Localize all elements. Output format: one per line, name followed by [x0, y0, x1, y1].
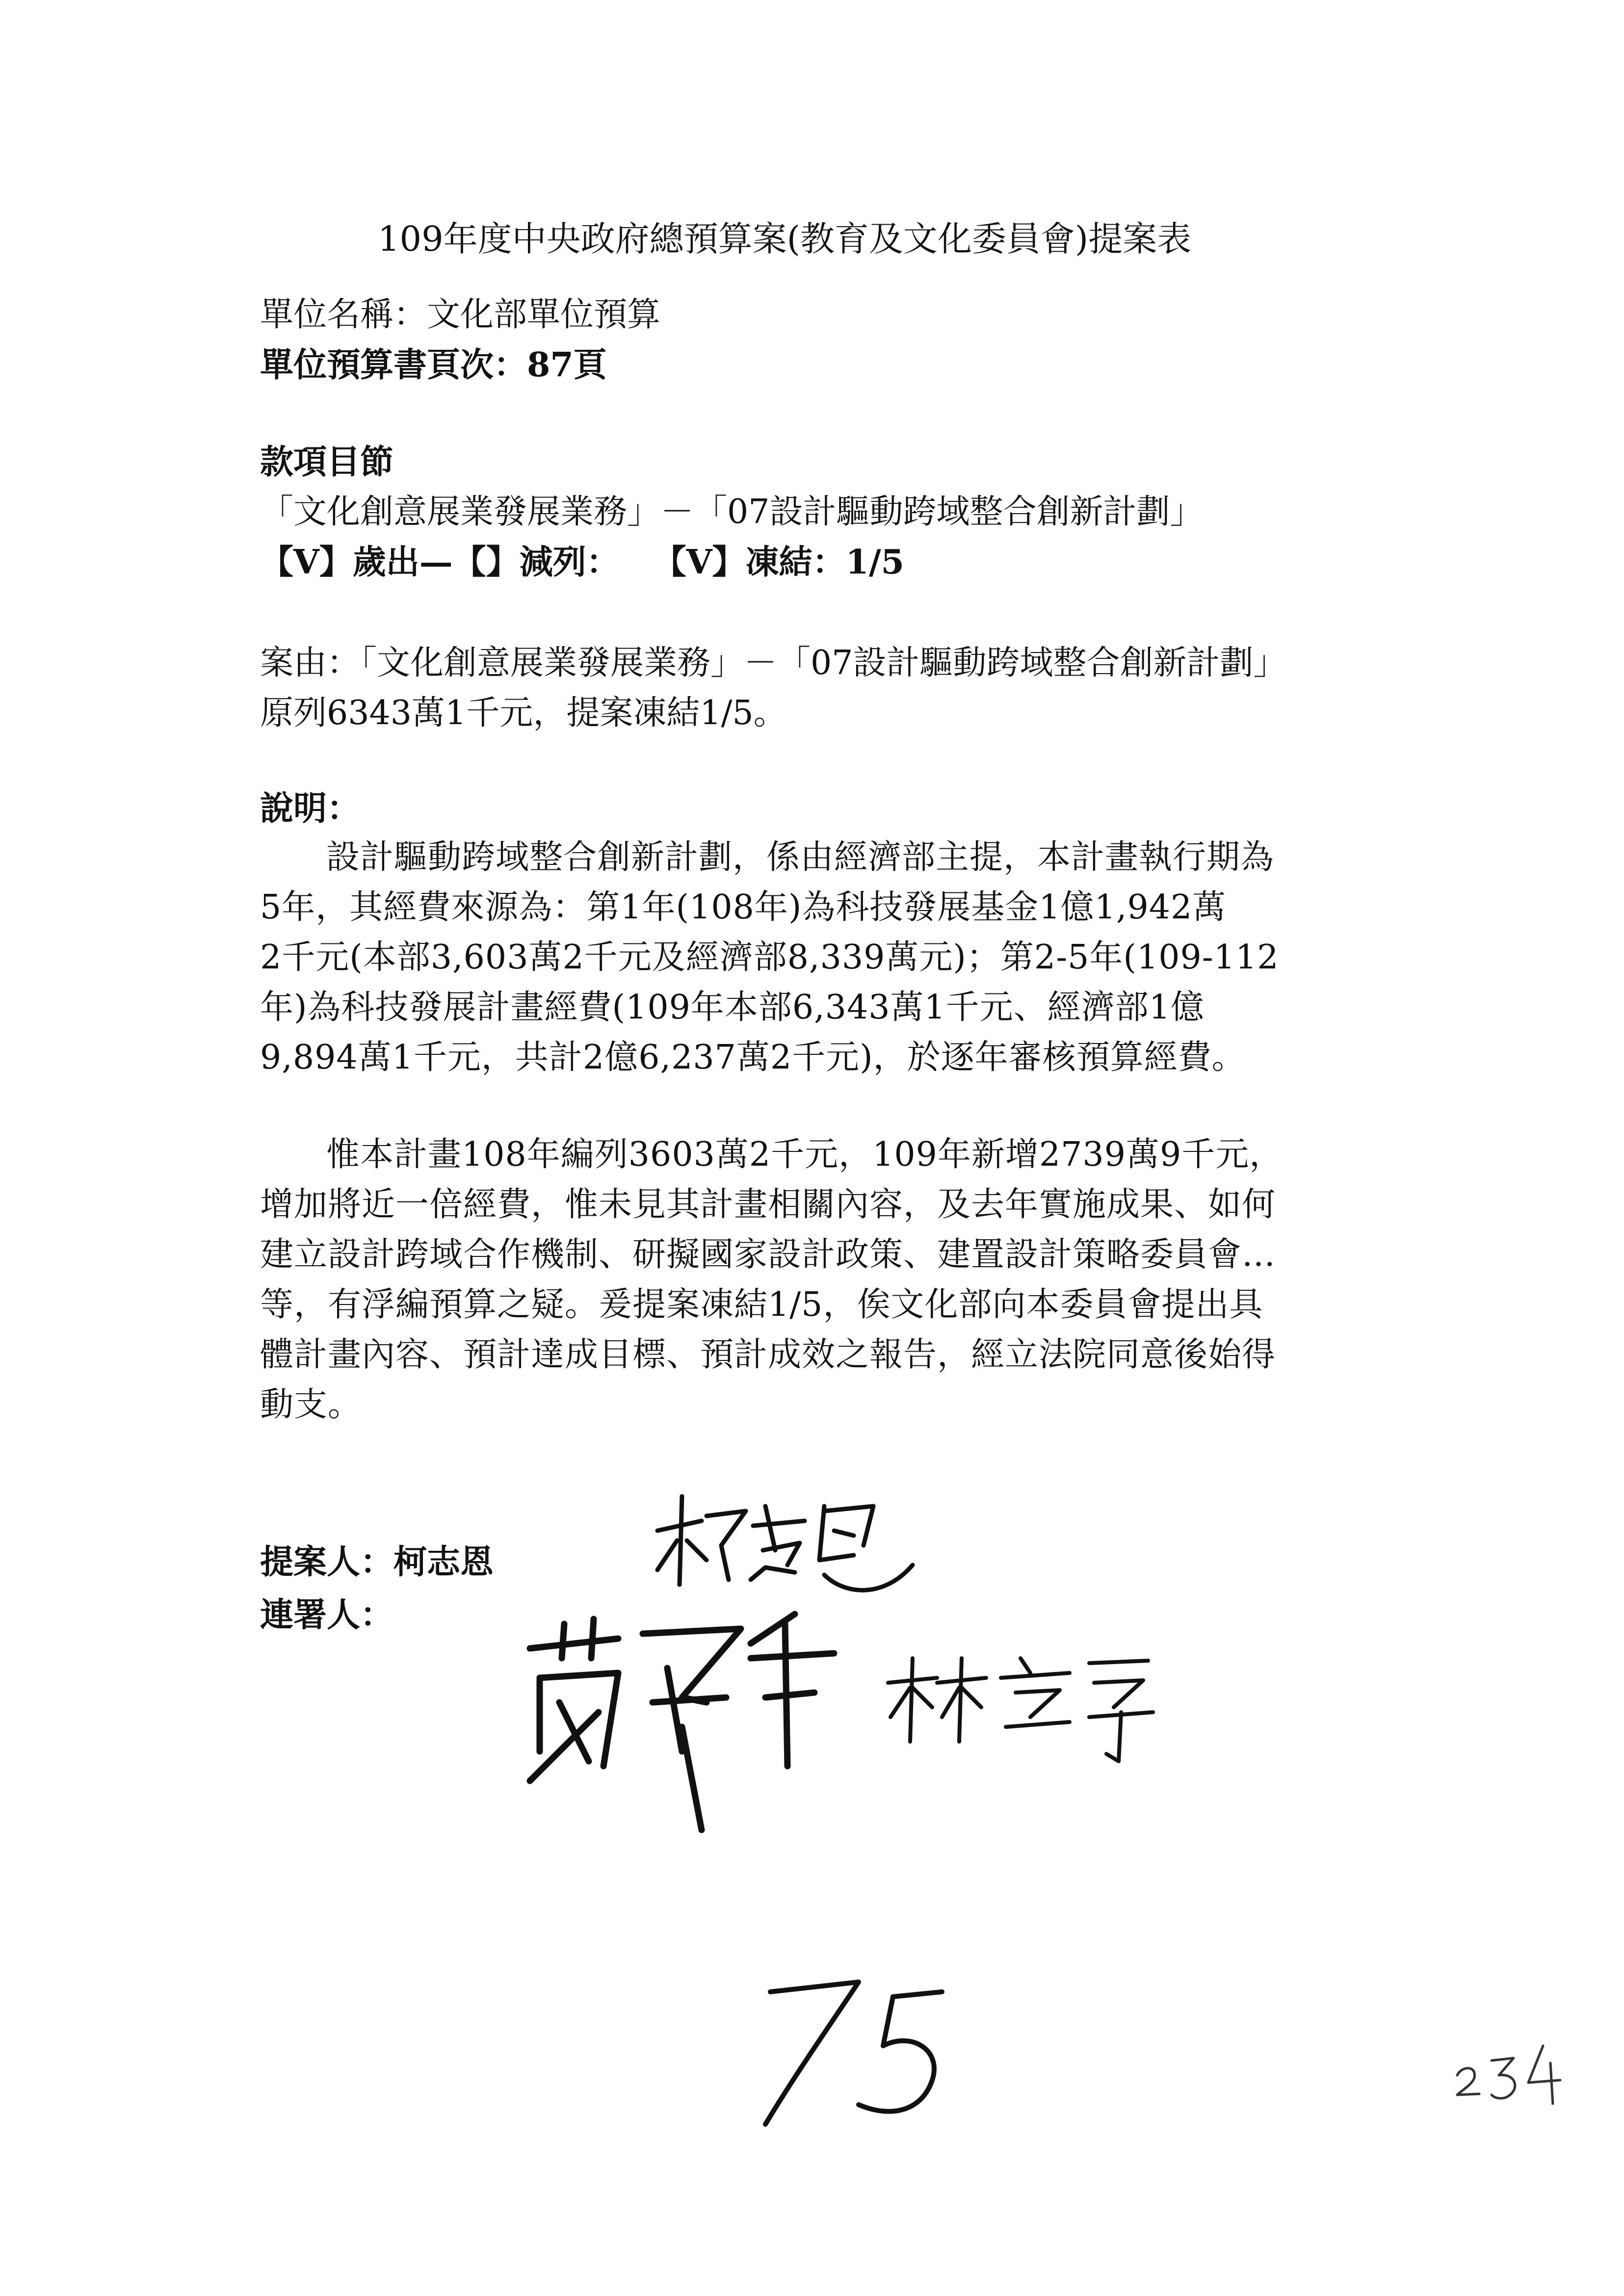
paragraph-1-line: 9,894萬1千元，共計2億6,237萬2千元)，於逐年審核預算經費。 [260, 1038, 1246, 1077]
case-line-2: 原列6343萬1千元，提案凍結1/5。 [260, 694, 787, 732]
item-status: 【V】歲出—【】減列： 【V】凍結：1/5 [260, 543, 904, 582]
explanation-heading: 說明： [260, 789, 361, 828]
paragraph-2-line: 等，有浮編預算之疑。爰提案凍結1/5，俟文化部向本委員會提出具 [260, 1285, 1263, 1324]
paragraph-2-line: 惟本計畫108年編列3603萬2千元，109年新增2739萬9千元， [326, 1135, 1283, 1174]
item-description: 「文化創意展業發展業務」－「07設計驅動跨域整合創新計劃」 [260, 493, 1204, 531]
cosigner-label: 連署人： [260, 1595, 394, 1635]
paragraph-1-line: 2千元(本部3,603萬2千元及經濟部8,339萬元)；第2-5年(109-112 [260, 938, 1279, 977]
item-heading: 款項目節 [260, 443, 394, 482]
paragraph-2-line: 動支。 [260, 1385, 362, 1424]
paragraph-1-line: 5年，其經費來源為：第1年(108年)為科技發展基金1億1,942萬 [260, 888, 1227, 927]
paragraph-1-line: 設計驅動跨域整合創新計劃，係由經濟部主提，本計畫執行期為 [326, 838, 1275, 877]
paragraph-1-line: 年)為科技發展計畫經費(109年本部6,343萬1千元、經濟部1億 [260, 988, 1205, 1027]
handwritten-page-number [736, 1972, 952, 2134]
cosigner-signature [883, 1644, 1158, 1766]
handwritten-corner-number [1447, 2036, 1575, 2105]
page-title: 109年度中央政府總預算案(教育及文化委員會)提案表 [378, 219, 1192, 259]
cosigner-signature [520, 1604, 864, 1840]
proposer-label: 提案人：柯志恩 [260, 1542, 494, 1582]
paragraph-2-line: 建立設計跨域合作機制、研擬國家設計政策、建置設計策略委員會… [260, 1235, 1276, 1274]
budget-page-reference: 單位預算書頁次：87頁 [260, 345, 607, 385]
unit-name: 單位名稱：文化部單位預算 [260, 295, 661, 334]
proposer-signature [648, 1487, 922, 1604]
case-line-1: 案由：「文化創意展業發展業務」－「07設計驅動跨域整合創新計劃」 [260, 644, 1287, 682]
paragraph-2-line: 增加將近一倍經費，惟未見其計畫相關內容，及去年實施成果、如何 [260, 1185, 1276, 1224]
paragraph-2-line: 體計畫內容、預計達成目標、預計成效之報告，經立法院同意後始得 [260, 1335, 1276, 1374]
